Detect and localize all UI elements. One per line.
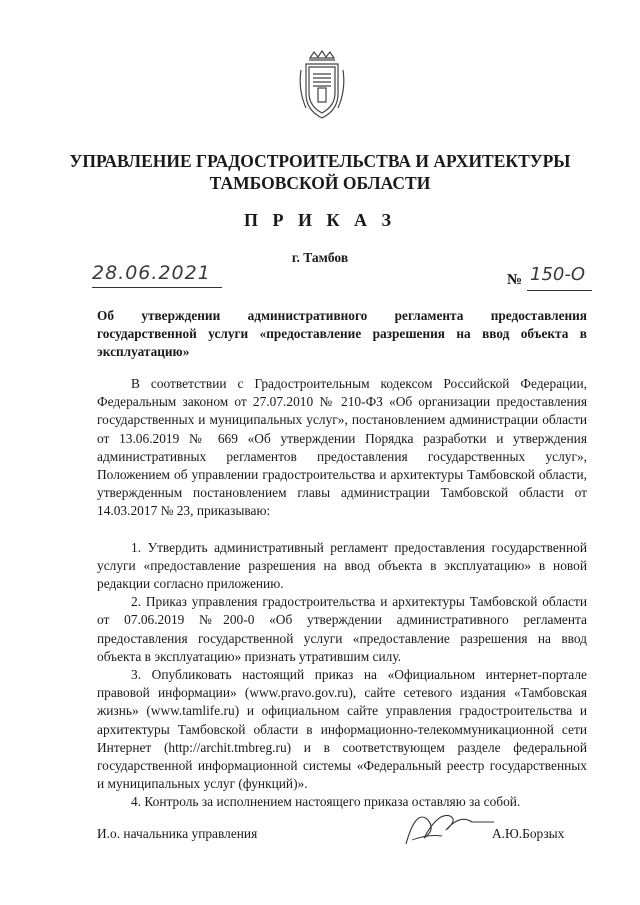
order-number: 150-О [530,264,586,285]
order-subject: Об утверждении административного регламента предоставления государственной услуги «предоставление разрешения на ввод объекта в эксплуатацию» [97,308,587,359]
order-item-1: 1. Утвердить административный регламент предоставления государственной услуги «предоставление разрешения на ввод объекта в эксплуатацию» в новой редакции согласно приложению. [97,539,587,592]
city: г. Тамбов [291,250,349,265]
signer-position: И.о. начальника управления [97,826,258,841]
signature-icon [398,800,498,848]
coat-of-arms-icon [296,50,348,122]
number-sign: № [507,272,523,288]
order-item-3: 3. Опубликовать настоящий приказ на «Официальном интернет-портале правовой информации» (www.pravo.gov.ru), сайте сетевого издания «Тамбовская жизнь» (www.tamlife.ru) и официальном сайте управления градостроительства и архитектуры Тамбовской области в информационно-телекоммуникационной сети Интернет (http://archit.tmbreg.ru) и в соответствующем разделе федеральной государственной информационной системы «Федеральный реестр государственных и муниципальных услуг (функций)». [97,667,587,792]
organization-title [60,150,580,194]
order-date: 28.06.2021 [92,262,211,284]
organization-title-line2: ТАМБОВСКОЙ ОБЛАСТИ [209,173,431,193]
organization-title-line1: УПРАВЛЕНИЕ ГРАДОСТРОИТЕЛЬСТВА И АРХИТЕКТУРЫ [69,151,571,171]
signer-name: А.Ю.Борзых [492,826,565,841]
document-type: П Р И К А З [243,210,397,230]
order-item-4: 4. Контроль за исполнением настоящего приказа оставляю за собой. [131,794,521,810]
order-item-2: 2. Приказ управления градостроительства и архитектуры Тамбовской области от 07.06.2019 №200-0 «Об утверждении административного регламента предоставления государственной услуги «предоставление разрешения на ввод объекта в эксплуатацию» признать утратившим силу. [97,594,587,664]
number-underline [527,290,592,291]
preamble-paragraph: В соответствии с Градостроительным кодексом Российской Федерации, Федеральным законом от 27.07.2010 № 210-ФЗ «Об организации предоставления государственных и муниципальных услуг», постановлением администрации области от 13.06.2019 № 669 «Об утверждении Порядка разработки и утверждения административных регламентов предоставления государственных услуг», Положением об управлении градостроительства и архитектуры Тамбовской области, утвержденным постановлением главы администрации Тамбовской области от 14.03.2017 № 23, приказываю: [97,376,587,519]
date-underline [92,287,222,288]
order-body [97,375,587,812]
